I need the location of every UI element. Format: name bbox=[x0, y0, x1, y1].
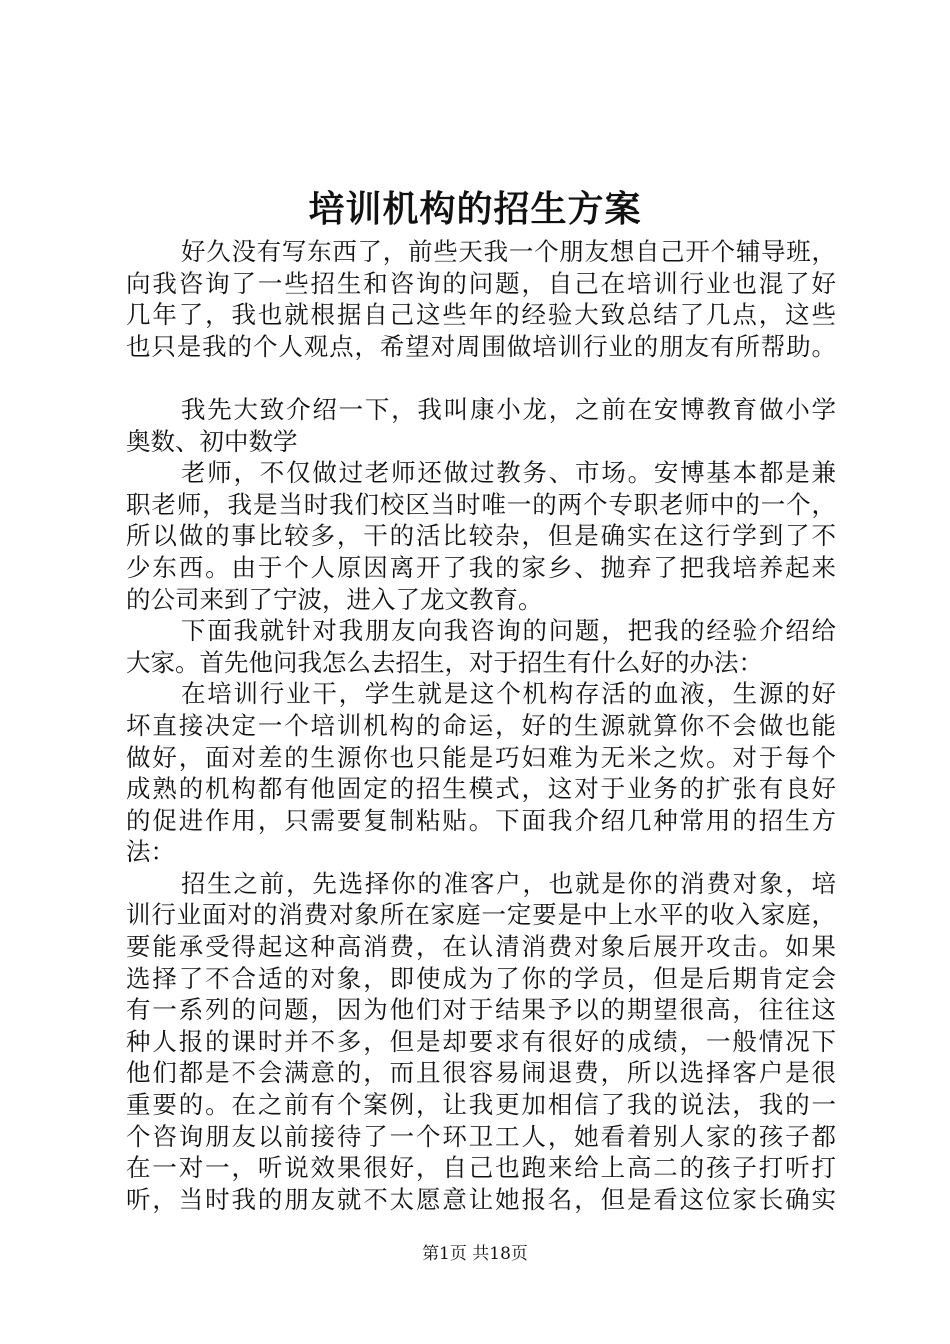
text-line: 要能承受得起这种高消费，在认清消费对象后展开攻击。如果 bbox=[126, 932, 836, 962]
text-line: 招生之前，先选择你的准客户，也就是你的消费对象，培 bbox=[181, 868, 836, 898]
text-line: 下面我就针对我朋友向我咨询的问题，把我的经验介绍给 bbox=[181, 616, 836, 646]
text-line: 选择了不合适的对象，即使成为了你的学员，但是后期肯定会 bbox=[126, 963, 836, 993]
text-line: 我先大致介绍一下，我叫康小龙，之前在安博教育做小学 bbox=[181, 394, 836, 424]
text-line: 所以做的事比较多，干的活比较杂，但是确实在这行学到了不 bbox=[126, 521, 836, 551]
text-line: 好久没有写东西了，前些天我一个朋友想自己开个辅导班， bbox=[181, 237, 836, 266]
text-line: 种人报的课时并不多，但是却要求有很好的成绩，一般情况下 bbox=[126, 1026, 836, 1056]
text-line: 的公司来到了宁波，进入了龙文教育。 bbox=[126, 584, 543, 614]
text-line: 个咨询朋友以前接待了一个环卫工人，她看着别人家的孩子都 bbox=[126, 1121, 836, 1151]
text-line: 奥数、初中数学 bbox=[126, 426, 298, 456]
text-line: 训行业面对的消费对象所在家庭一定要是中上水平的收入家庭， bbox=[126, 900, 836, 930]
text-line: 的促进作用，只需要复制粘贴。下面我介绍几种常用的招生方 bbox=[126, 805, 836, 835]
text-line: 有一系列的问题，因为他们对于结果予以的期望很高，往往这 bbox=[126, 995, 836, 1025]
text-line: 他们都是不会满意的，而且很容易闹退费，所以选择客户是很 bbox=[126, 1058, 836, 1088]
text-line: 听，当时我的朋友就不太愿意让她报名，但是看这位家长确实 bbox=[126, 1184, 836, 1214]
text-line: 在一对一，听说效果很好，自己也跑来给上高二的孩子打听打 bbox=[126, 1153, 836, 1183]
paragraph-gap bbox=[126, 362, 836, 394]
text-line: 在培训行业干，学生就是这个机构存活的血液，生源的好 bbox=[181, 679, 836, 709]
text-line: 做好，面对差的生源你也只能是巧妇难为无米之炊。对于每个 bbox=[126, 742, 836, 772]
text-line: 几年了，我也就根据自己这些年的经验大致总结了几点，这些 bbox=[126, 300, 836, 330]
text-line: 法： bbox=[126, 837, 175, 867]
text-line: 也只是我的个人观点，希望对周围做培训行业的朋友有所帮助。 bbox=[126, 331, 836, 361]
text-line: 向我咨询了一些招生和咨询的问题，自己在培训行业也混了好 bbox=[126, 268, 836, 298]
document-body bbox=[126, 236, 836, 1215]
text-line: 大家。首先他问我怎么去招生，对于招生有什么好的办法： bbox=[126, 647, 763, 677]
text-line: 职老师，我是当时我们校区当时唯一的两个专职老师中的一个， bbox=[126, 489, 836, 519]
text-line: 少东西。由于个人原因离开了我的家乡、抛弃了把我培养起来 bbox=[126, 552, 836, 582]
page-footer: 第1页 共18页 bbox=[422, 1244, 528, 1264]
text-line: 老师，不仅做过老师还做过教务、市场。安博基本都是兼 bbox=[181, 458, 836, 488]
document-title: 培训机构的招生方案 bbox=[308, 188, 642, 230]
text-line: 坏直接决定一个培训机构的命运，好的生源就算你不会做也能 bbox=[126, 710, 836, 740]
text-line: 重要的。在之前有个案例，让我更加相信了我的说法，我的一 bbox=[126, 1090, 836, 1120]
text-line: 成熟的机构都有他固定的招生模式，这对于业务的扩张有良好 bbox=[126, 774, 836, 804]
